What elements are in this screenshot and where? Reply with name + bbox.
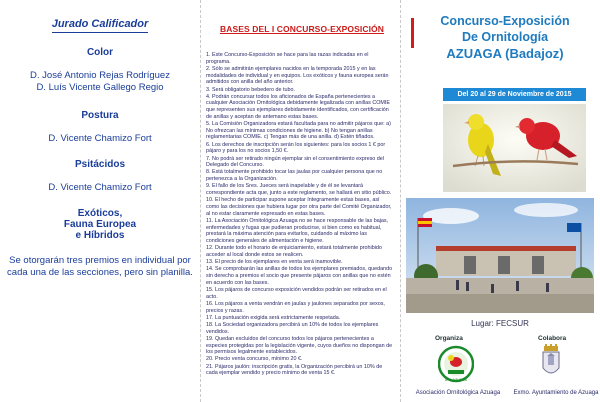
- rule-item: 1. Este Concurso-Exposición se hace para las razas indicadas en el programa.: [206, 52, 369, 65]
- jury-panel: [0, 0, 200, 402]
- cover-title-line3: AZUAGA (Badajoz): [446, 46, 564, 61]
- jury-sections: [4, 47, 196, 241]
- cover-title-line1: Concurso-Exposición: [440, 14, 570, 28]
- rule-item: 2. Sólo se admitirán ejemplares nacidos en la temporada 2015 y en las modalidades de individual y en equipos. Los exóticos y fauna europea serán admitidos con anilla del año anterior.: [206, 65, 389, 86]
- rule-item: 4. Podrán concursar todos los aficionados de España pertenecientes a cualquier Asociación Ornitológica debidamente legalizada con anillas COMIE que representen sus ejemplares debidamente identificados, con certificación de anillas y aceptan de antemano estas bases.: [206, 93, 390, 120]
- rule-item: 21. Pájaros jaulón: inscripción gratis, la Organización percibirá un 10% de cada ejemplar vendido y precio mínimo de venta 15 €.: [206, 363, 383, 377]
- ornithological-association-logo: [438, 344, 474, 384]
- venue-label: Lugar: FECSUR: [471, 319, 529, 328]
- rule-item: 9. El fallo de los Sres. Jueces será inapelable y de él se levantará correspondiente acta que, junto a este reglamento, se hallará en sitio público.: [206, 183, 392, 197]
- rule-item: 5. La Comisión Organizadora estará facultada para no admitir pájaros que: a) No ofrezcan las mínimas condiciones de higiene. b) No tengan anillas reglamentarias COMIE. c) Tengan más de una anilla. d) Estén tiñados.: [206, 121, 391, 141]
- jury-section-title: Psitácidos: [74, 159, 126, 170]
- judge-name: D. José Antonio Rejas Rodríguez: [30, 70, 170, 81]
- colabora-name: Exmo. Ayuntamiento de Azuaga: [513, 390, 599, 396]
- judge-name: D. Vicente Chamizo Fort: [48, 133, 152, 144]
- rule-item: 11. La Asociación Ornitológica Azuaga no se hace responsable de las bajas, enfermedades y fugas que pudieran producirse, si bien como es habitual, prestará la máxima atención para evitarlos, cuidando al máximo las condiciones generales de alimentación e higiene.: [206, 217, 389, 244]
- organiza-label: Organiza: [435, 335, 463, 342]
- accent-bar: [411, 18, 414, 48]
- rule-item: 18. La Sociedad organizadora percibirá un 10% de todos los ejemplares vendidos.: [206, 321, 379, 335]
- cover-panel: [400, 0, 600, 402]
- prizes-note: Se otorgarán tres premios en individual por cada una de las secciones, pero sin planilla.: [7, 255, 193, 278]
- judge-name: D. Luís Vicente Gallego Regio: [36, 82, 164, 93]
- cover-title-line2: De Ornitología: [461, 30, 549, 44]
- rule-item: 17. La puntuación exigida será estrictamente respetada.: [206, 314, 341, 321]
- canaries-photo: [443, 104, 586, 192]
- rules-list: [206, 52, 394, 378]
- rule-item: 15. Los pájaros de concurso exposición vendidos podrán ser retirados en el acto.: [206, 286, 387, 300]
- rule-item: 8. Está totalmente prohibido tocar las jaulas por cualquier persona que no pertenezca a la Organización.: [206, 169, 383, 183]
- rules-title: BASES DEL I CONCURSO-EXPOSICIÓN: [220, 24, 384, 34]
- town-photo: [406, 198, 594, 313]
- rule-item: 13. El precio de los ejemplares en venta será inamovible.: [206, 259, 343, 266]
- rules-panel: [200, 0, 400, 402]
- jury-title: Jurado Calificador: [52, 18, 149, 33]
- rule-item: 19. Quedan excluidos del concurso todos los pájaros pertenecientes a especies protegidas por la legislación vigente, cuyos dueños no dispongan de los permisos legalmente establecidos.: [206, 335, 393, 356]
- judge-name: D. Vicente Chamizo Fort: [48, 182, 152, 193]
- colabora-label: Colabora: [538, 335, 567, 342]
- svg-text:A.O. AZUAGA: A.O. AZUAGA: [444, 378, 468, 382]
- jury-section-title: Exóticos, Fauna Europea e Híbridos: [63, 208, 137, 241]
- jury-section-title: Color: [86, 47, 114, 58]
- rule-item: 12. Durante todo el horario de enjuiciamiento, estará totalmente prohibido acceder al local donde estos se realicen.: [206, 245, 382, 258]
- rule-item: 7. No podrá ser retirado ningún ejemplar sin el consentimiento expreso del Delegado del Concurso.: [206, 155, 384, 169]
- rule-item: 10. El hecho de participar supone aceptar íntegramente estas bases, así como las decisiones que hubiera lugar por otra parte del Comité Organizador, al no estar claramente expresado en estas bases.: [206, 197, 392, 217]
- rule-item: 16. Los pájaros a venta vendrán en jaulas y jaulones separados por sexos, precios y razas.: [206, 300, 385, 314]
- rule-item: 20. Precio venta concurso, mínimo 20 €.: [206, 356, 303, 363]
- rule-item: 6. Los derechos de inscripción serán los siguientes: para los socios 1 € por pájaro y para los no socios 1,50 €.: [206, 141, 386, 155]
- event-dates-banner: Del 20 al 29 de Noviembre de 2015: [443, 88, 586, 101]
- town-council-crest-icon: [540, 344, 562, 384]
- rule-item: 14. Se comprobarán las anillas de todos los ejemplares premiados, quedando sin derecho a premios el socio que presente pájaros con anillas que no estén en acuerdo con las bases.: [206, 266, 393, 286]
- rule-item: 3. Será obligatorio bebedero de tubo.: [206, 86, 296, 93]
- organiza-name: Asociación Ornitológica Azuaga: [415, 390, 501, 396]
- jury-section-title: Postura: [81, 110, 119, 121]
